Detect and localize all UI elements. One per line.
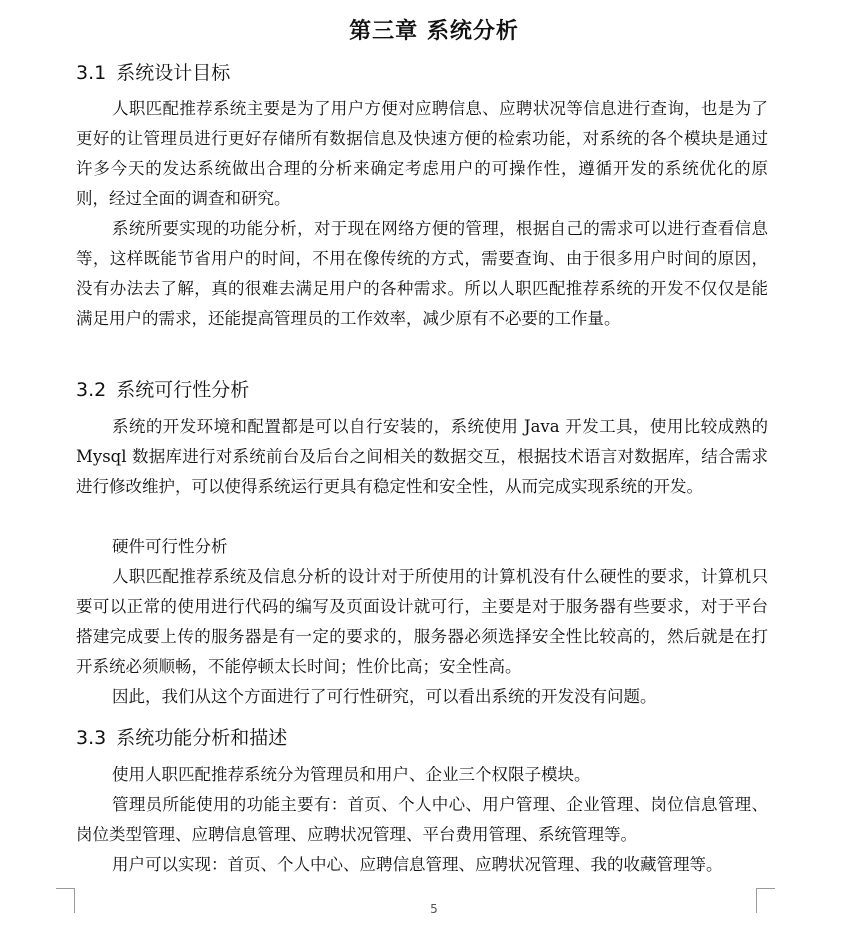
paragraph: 因此，我们从这个方面进行了可行性研究，可以看出系统的开发没有问题。	[112, 687, 657, 706]
paragraph: 人职匹配推荐系统主要是为了用户方便对应聘信息、应聘状况等信息进行查询，也是为了更好的让管理员进行更好存储所有数据信息及快速方便的检索功能，对系统的各个模块是通过许多今天的发达系统做出合理的分析来确定考虑用户的可操作性，遵循开发的系统优化的原则，经过全面的调查和研究。	[76, 99, 768, 208]
section-number: 3.2	[76, 379, 107, 401]
chapter-title: 第三章 系统分析	[349, 19, 519, 44]
section-title: 系统设计目标	[116, 62, 231, 84]
section-heading-3-3	[76, 723, 287, 750]
paragraph: 人职匹配推荐系统及信息分析的设计对于所使用的计算机没有什么硬性的要求，计算机只要可以正常的使用进行代码的编写及页面设计就可行，主要是对于服务器有些要求，对于平台搭建完成要上传的服务器是有一定的要求的，服务器必须选择安全性比较高的，然后就是在打开系统必须顺畅，不能停顿太长时间；性价比高；安全性高。	[76, 567, 768, 676]
section-heading-3-2	[76, 375, 249, 402]
section-title: 系统功能分析和描述	[116, 727, 288, 749]
paragraph: 系统所要实现的功能分析，对于现在网络方便的管理，根据自己的需求可以进行查看信息等，这样既能节省用户的时间，不用在像传统的方式，需要查询、由于很多用户时间的原因，没有办法去了解，真的很难去满足用户的各种需求。所以人职匹配推荐系统的开发不仅仅是能满足用户的需求，还能提高管理员的工作效率，减少原有不必要的工作量。	[76, 219, 768, 328]
page-number: 5	[430, 902, 438, 916]
section-number: 3.1	[76, 62, 107, 84]
section-number: 3.3	[76, 727, 107, 749]
section-title: 系统可行性分析	[116, 379, 250, 401]
paragraph: 使用人职匹配推荐系统分为管理员和用户、企业三个权限子模块。	[112, 765, 591, 784]
paragraph: 管理员所能使用的功能主要有：首页、个人中心、用户管理、企业管理、岗位信息管理、岗位类型管理、应聘信息管理、应聘状况管理、平台费用管理、系统管理等。	[76, 795, 768, 844]
paragraph: 用户可以实现：首页、个人中心、应聘信息管理、应聘状况管理、我的收藏管理等。	[112, 855, 723, 874]
paragraph: 系统的开发环境和配置都是可以自行安装的，系统使用 Java 开发工具，使用比较成熟的 Mysql 数据库进行对系统前台及后台之间相关的数据交互，根据技术语言对数据库，结合需求进行修改维护，可以使得系统运行更具有稳定性和安全性，从而完成实现系统的开发。	[76, 417, 768, 496]
section-heading-3-1	[76, 58, 230, 85]
subheading-hardware-feasibility: 硬件可行性分析	[112, 537, 228, 556]
